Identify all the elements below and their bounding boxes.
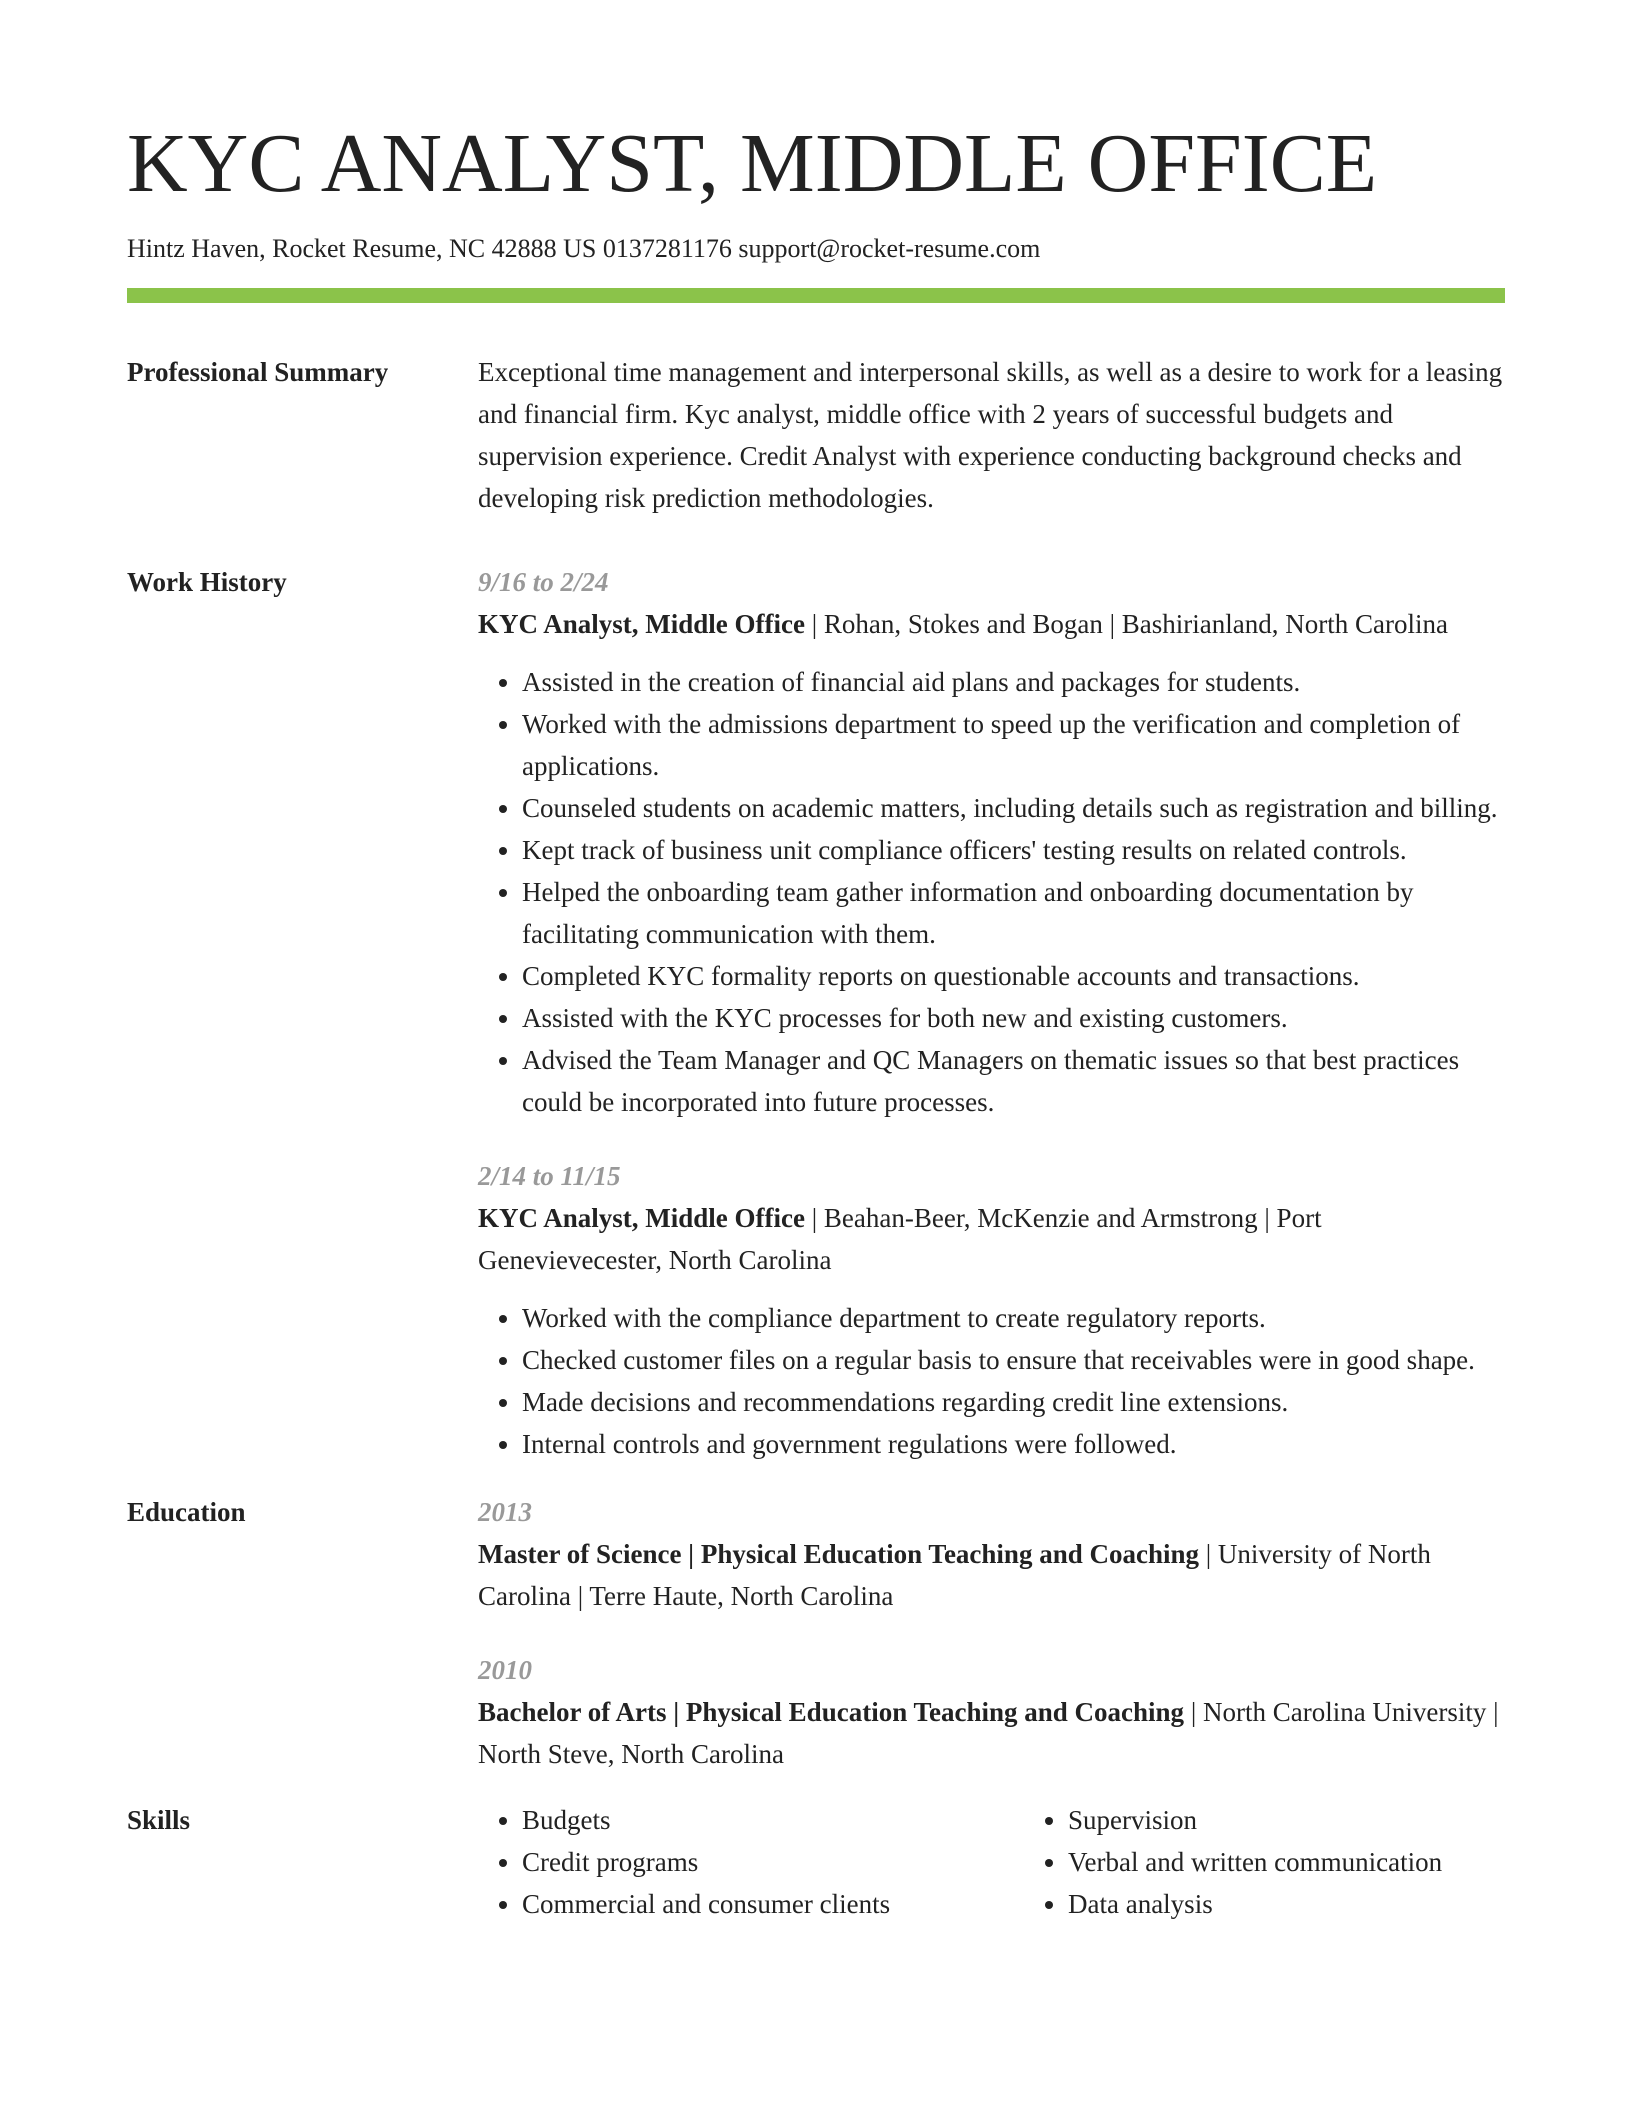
job-bullets (478, 1297, 1505, 1465)
work-history-section (127, 561, 1505, 1465)
section-label-work: Work History (127, 567, 287, 598)
section-label-summary: Professional Summary (127, 357, 389, 388)
skill-item: • Commercial and consumer clients (522, 1883, 1024, 1925)
list-item: • Assisted in the creation of financial aid plans and packages for students. (522, 661, 1505, 703)
job-bullets (478, 661, 1505, 1123)
job-entry (478, 1155, 1505, 1465)
section-label-skills: Skills (127, 1805, 191, 1836)
list-item: • Helped the onboarding team gather information and onboarding documentation by facilitating communication with them. (522, 871, 1505, 955)
skills-section (127, 1799, 1505, 1925)
skills-grid (478, 1799, 1570, 1925)
education-entry (478, 1491, 1505, 1617)
job-details: | Rohan, Stokes and Bogan | Bashirianland, North Carolina (804, 609, 1448, 640)
summary-section (127, 351, 1505, 519)
education-entry (478, 1649, 1505, 1775)
list-item: • Advised the Team Manager and QC Managers on thematic issues so that best practices could be incorporated into future processes. (522, 1039, 1505, 1123)
list-item: • Completed KYC formality reports on questionable accounts and transactions. (522, 955, 1505, 997)
job-title: KYC Analyst, Middle Office (478, 1203, 805, 1234)
education-year: 2013 (478, 1497, 532, 1528)
list-item: • Kept track of business unit compliance officers' testing results on related controls. (522, 829, 1505, 871)
job-title: KYC Analyst, Middle Office (478, 609, 805, 640)
skill-item: • Credit programs (522, 1841, 1024, 1883)
list-item: • Worked with the compliance department to create regulatory reports. (522, 1297, 1505, 1339)
job-entry (478, 561, 1505, 1123)
skill-item: • Supervision (1068, 1799, 1570, 1841)
list-item: • Counseled students on academic matters, including details such as registration and billing. (522, 787, 1505, 829)
list-item: • Worked with the admissions department to speed up the verification and completion of applications. (522, 703, 1505, 787)
skills-list-left (478, 1799, 1024, 1925)
contact-line: Hintz Haven, Rocket Resume, NC 42888 US 0137281176 support@rocket-resume.com (127, 234, 1041, 264)
education-year: 2010 (478, 1655, 532, 1686)
summary-text: Exceptional time management and interpersonal skills, as well as a desire to work for a leasing and financial firm. Kyc analyst, middle office with 2 years of successful budgets and supervision experience. Credit Analyst with experience conducting background checks and developing risk prediction methodologies. (478, 357, 1503, 514)
list-item: • Assisted with the KYC processes for both new and existing customers. (522, 997, 1505, 1039)
skills-list-right (1024, 1799, 1570, 1925)
job-dates: 2/14 to 11/15 (478, 1161, 621, 1192)
education-section (127, 1491, 1505, 1775)
education-heading (478, 1691, 1505, 1775)
education-details: | University of North Carolina | Terre Haute, North Carolina (478, 1539, 1431, 1612)
skill-item: • Budgets (522, 1799, 1024, 1841)
list-item: • Internal controls and government regulations were followed. (522, 1423, 1505, 1465)
education-heading (478, 1533, 1505, 1617)
job-heading (478, 1197, 1505, 1281)
job-details: | Beahan-Beer, McKenzie and Armstrong | Port Genevievecester, North Carolina (478, 1203, 1322, 1276)
section-label-education: Education (127, 1497, 246, 1528)
job-dates: 9/16 to 2/24 (478, 567, 609, 598)
resume-title: KYC ANALYST, MIDDLE OFFICE (127, 117, 1378, 210)
list-item: • Made decisions and recommendations regarding credit line extensions. (522, 1381, 1505, 1423)
degree-title: Bachelor of Arts | Physical Education Teaching and Coaching (478, 1697, 1185, 1728)
list-item: • Checked customer files on a regular basis to ensure that receivables were in good shape. (522, 1339, 1505, 1381)
skill-item: • Verbal and written communication (1068, 1841, 1570, 1883)
header-divider (127, 288, 1505, 303)
education-details: | North Carolina University | North Steve, North Carolina (478, 1697, 1499, 1770)
job-heading (478, 603, 1505, 645)
degree-title: Master of Science | Physical Education Teaching and Coaching (478, 1539, 1199, 1570)
skill-item: • Data analysis (1068, 1883, 1570, 1925)
